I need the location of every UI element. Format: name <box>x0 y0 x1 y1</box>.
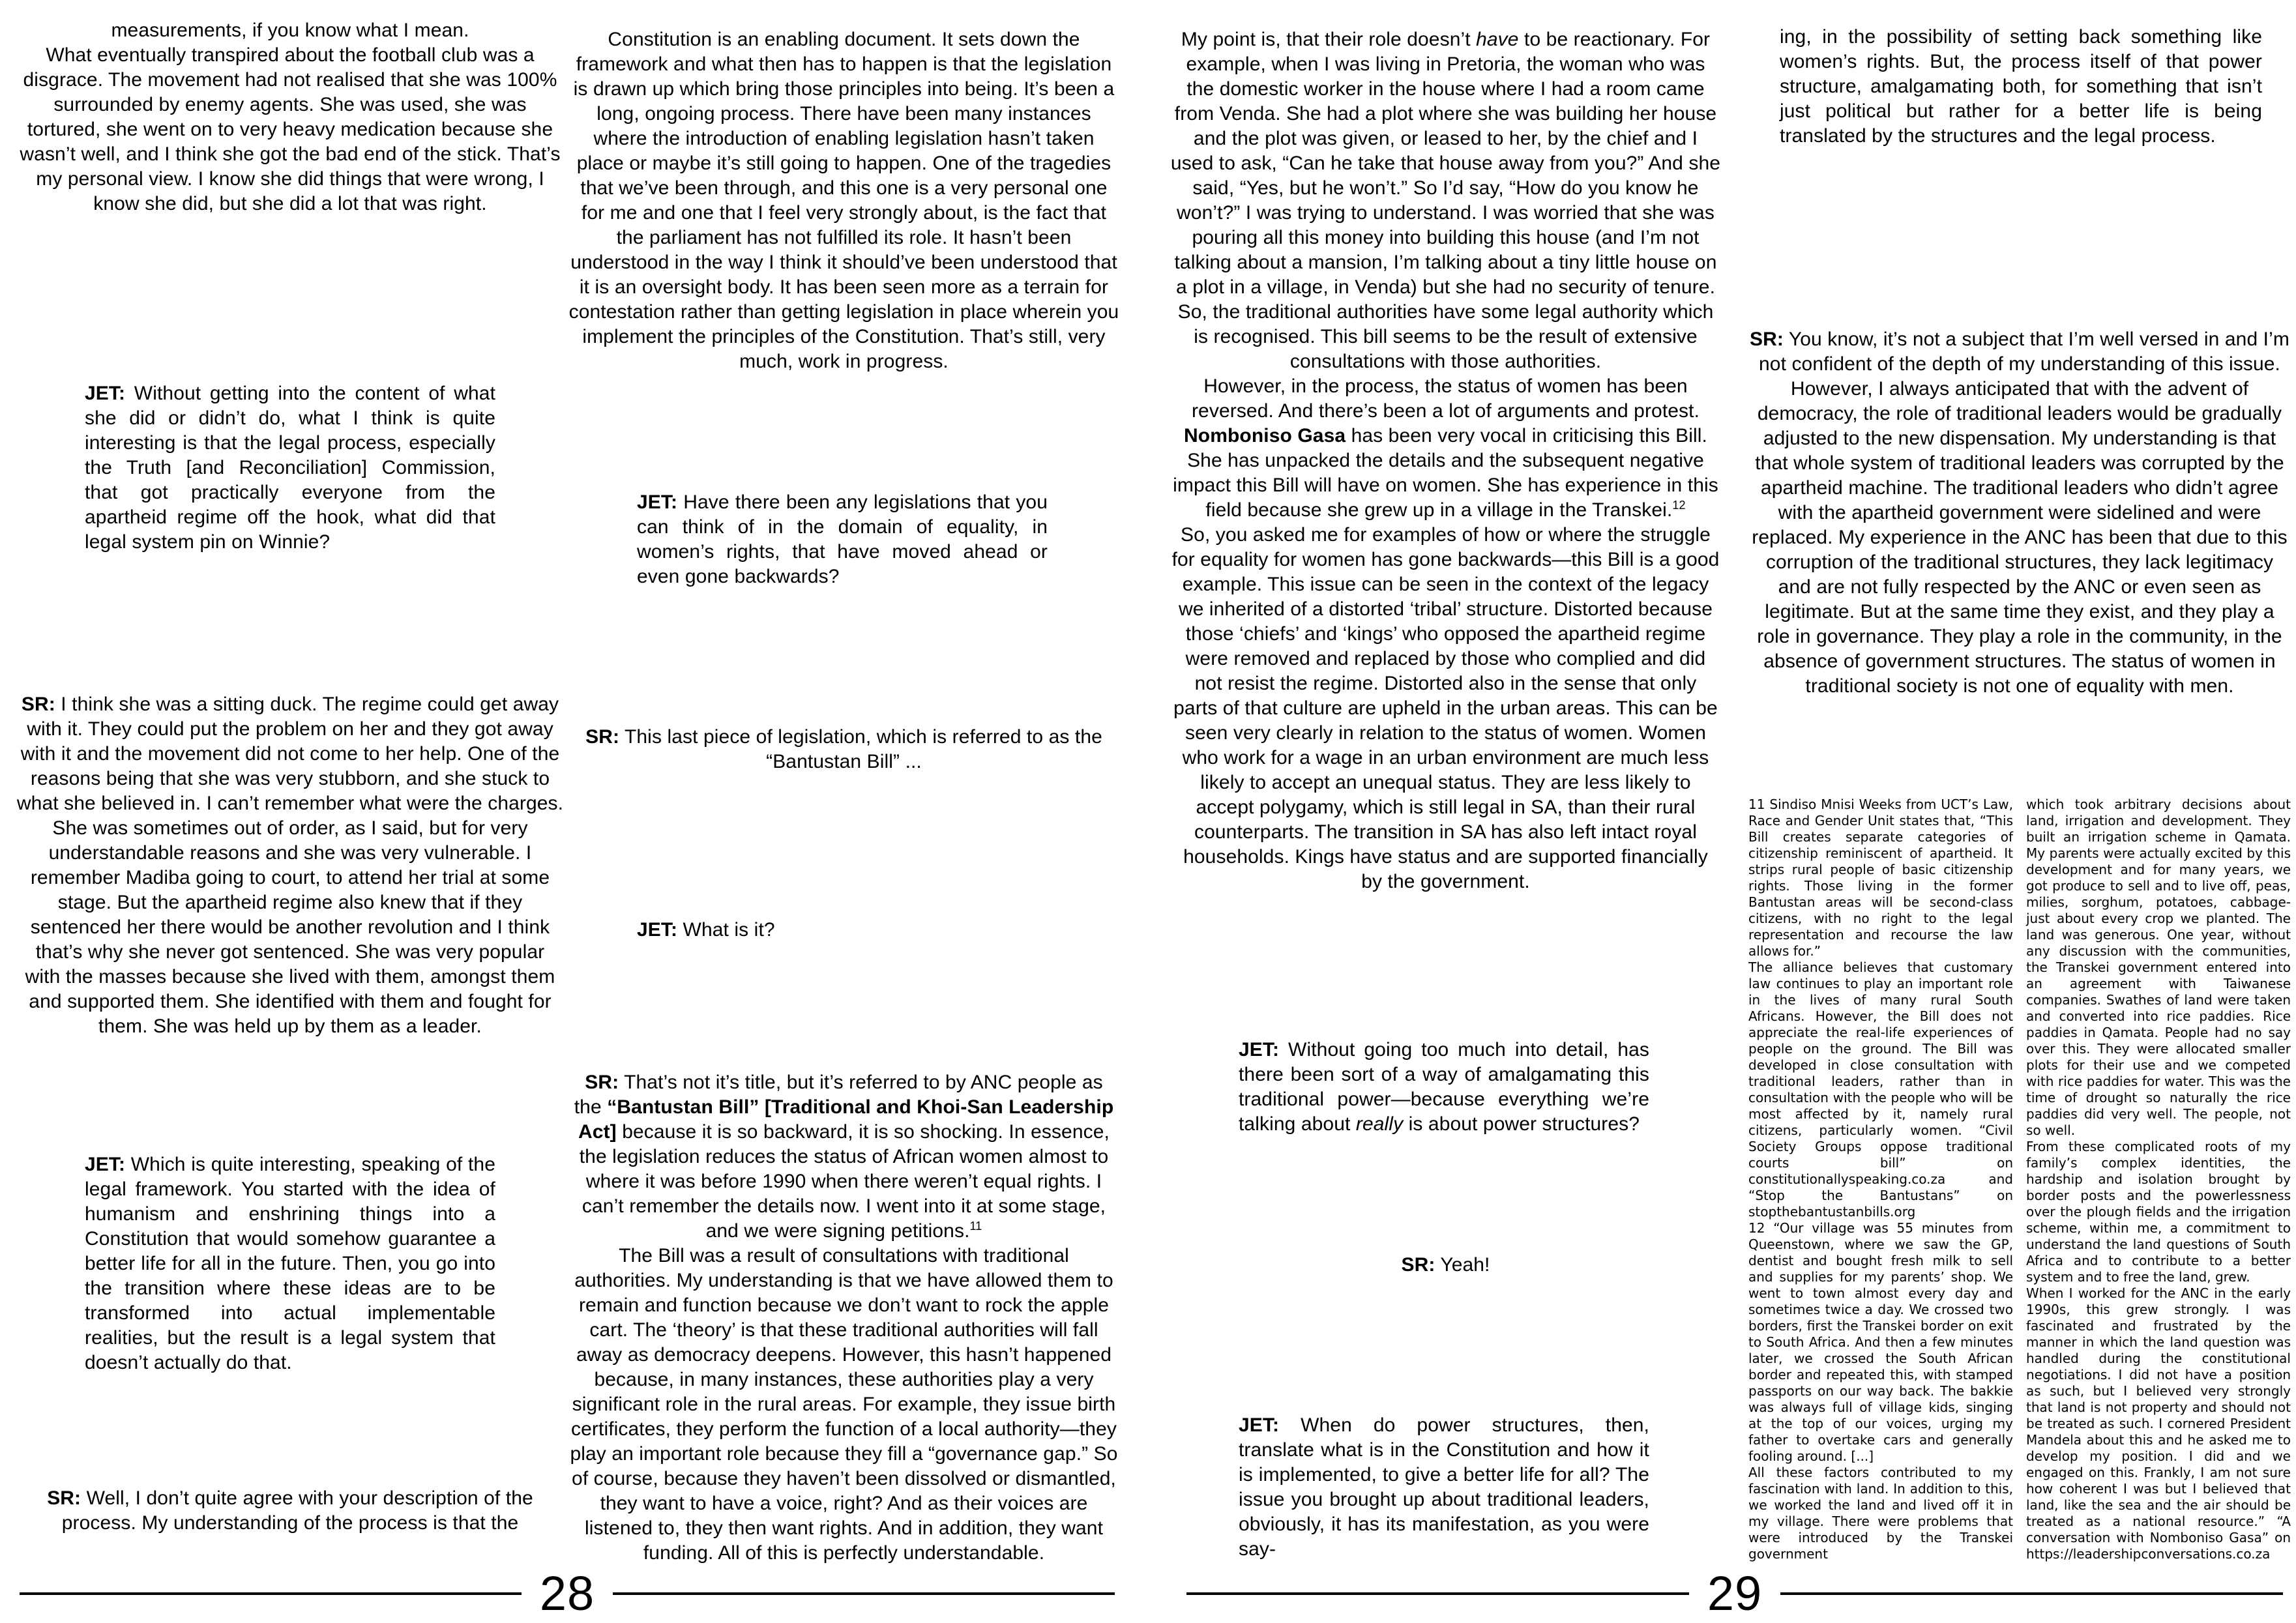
paragraph <box>637 918 1048 943</box>
jet-question-legal-process <box>85 381 495 555</box>
text-run: The Bill was a result of consultations with traditional authorities. My understanding is that we have allowed them to remain and function because we don’t want to rock the apple cart. The ‘theory’ is that these traditional authorities will fall away as democracy deepens. However, this hasn’t happened because, in many instances, these authorities play a very significant role in the rural areas. For example, they issue birth certificates, they perform the function of a local authority—they play an important role because they fill a “governance gap.” So of course, because they haven’t been dissolved or dismantled, they want to have a voice, right? And as their voices are listened to, they then want rights. And in addition, they want funding. All of this is perfectly understandable. <box>570 1245 1118 1564</box>
text-run: which took arbitrary decisions about land, irrigation and development. They built an irrigation scheme in Qamata. My parents were actually excited by this development and for many years, we got produce to sell and to live off, peas, milies, sorghum, potatoes, cabbage- just about every crop we planted. The land was generous. One year, without any discussion with the communities, the Transkei government entered into an agreement with Taiwanese companies. Swathes of land were taken and converted into rice paddies. Rice paddies in Qamata. People had no say over this. They were allocated smaller plots for their use and we competed with rice paddies for water. This was the time of drought so naturally the rice paddies did very well. The people, not so well. <box>2026 797 2291 1138</box>
paragraph <box>568 1244 1119 1566</box>
bold-text: “Bantustan Bill” [Traditional and Khoi-San Leadership Act] <box>578 1096 1114 1143</box>
page29-column-1 <box>1170 0 1721 1623</box>
footnote-marker: 12 <box>1672 499 1686 512</box>
text-run: You know, it’s not a subject that I’m well versed in and I’m not confident of the depth of my understanding of this issue. However, I always anticipated that with the advent of democracy, the role of traditional leaders would be gradually adjusted to the new dispensation. My understanding is that that whole system of traditional leaders was corrupted by the apartheid machine. The traditional leaders who didn’t agree with the apartheid government were sidelined and were replaced. My experience in the ANC has been that due to this corruption of the traditional structures, they lack legitimacy and are not fully respected by the ANC or even seen as legitimate. But at the same time they exist, and they play a role in governance. They play a role in the community, in the absence of government structures. The status of women in traditional society is not one of equality with men. <box>1752 329 2289 697</box>
paragraph <box>16 1486 564 1536</box>
text-run: However, in the process, the status of women has been reversed. And there’s been a lot of arguments and protest. <box>1191 375 1700 422</box>
text-run: What eventually transpired about the football club was a disgrace. The movement had not realised that she was 100% surrounded by enemy agents. She was used, she was tortured, she went on to very heavy medication because she wasn’t well, and I think she got the bad end of the stick. That’s my personal view. I know she did things that were wrong, I know she did, but she did a lot that was right. <box>20 44 561 214</box>
sr-continuation-paragraph <box>16 18 564 216</box>
jet-question-legislations <box>637 490 1048 589</box>
footnote-12-part2 <box>1748 1465 2013 1562</box>
bold-text: JET: <box>1239 1039 1280 1060</box>
bold-text: SR: <box>1401 1254 1435 1276</box>
page-number-29: 29 <box>1707 1566 1763 1620</box>
footnotes-section <box>1748 797 2291 1569</box>
text-run: My point is, that their role doesn’t <box>1181 29 1477 50</box>
bold-text: JET: <box>637 491 678 513</box>
footer-rule-right <box>613 1592 1115 1595</box>
paragraph <box>16 692 564 1039</box>
footer-rule-left <box>1186 1592 1689 1595</box>
text-run: What is it? <box>677 919 775 941</box>
footnote-column-a <box>1748 797 2013 1569</box>
page28-column-2 <box>568 0 1119 1623</box>
text-run: Have there been any legislations that you can think of in the domain of equality, in women’s rights, that have moved ahead or even gone backwards? <box>637 491 1048 587</box>
jet-question-amalgamating <box>1239 1038 1649 1137</box>
text-run: 11 Sindiso Mnisi Weeks from UCT’s Law, Race and Gender Unit states that, “This Bill creates separate categories of citizenship reminiscent of apartheid. It strips rural people of basic citizenship rights. Those living in the former Bantustan areas will be second-class citizens, with no right to the legal representation and recourse the law allows for.” <box>1748 797 2013 959</box>
bold-text: Nomboniso Gasa <box>1184 425 1346 446</box>
paragraph <box>568 1070 1119 1244</box>
sr-answer-bantustan-bill <box>568 1070 1119 1566</box>
paragraph <box>85 1152 495 1375</box>
italic-text: have <box>1476 29 1519 50</box>
text-run: measurements, if you know what I mean. <box>111 20 469 41</box>
footer-rule-right <box>1780 1592 2283 1595</box>
paragraph <box>85 381 495 555</box>
sr-answer-yeah <box>1170 1253 1721 1278</box>
paragraph <box>1239 1038 1649 1137</box>
bold-text: JET: <box>637 919 678 941</box>
text-run: From these complicated roots of my family’s complex identities, the hardship and isolation brought by border posts and the powerlessness over the plough fields and the irrigation scheme, within me, a commitment to understand the land questions of South Africa and to contribute to a better system and to free the land, grew. <box>2026 1139 2291 1285</box>
bold-text: JET: <box>85 1154 126 1175</box>
italic-text: really <box>1355 1113 1404 1135</box>
text-run: When do power structures, then, translate what is in the Constitution and how it is implemented, to give a better life for all? The issue you brought up about traditional leaders, obviously, it has its manifestation, as you were say- <box>1239 1414 1649 1560</box>
text-run: 12 “Our village was 55 minutes from Queenstown, where we saw the GP, dentist and bought fresh milk to sell and supplies for my parents’ shop. We went to town almost every day and sometimes twice a day. We crossed two borders, first the Transkei border on exit to South Africa. And then a few minutes later, we crossed the South African border and repeated this, with stamped passports on our way back. The bakkie was always full of village kids, singing at the top of our voices, urging my father to overtake cars and generally fooling around. [...] <box>1748 1220 2013 1464</box>
sr-answer-last-piece <box>568 725 1119 774</box>
text-run: is about power structures? <box>1403 1113 1640 1135</box>
footnote-11-part2 <box>1748 959 2013 1220</box>
text-run: The alliance believes that customary law continues to play an important role in the lives of many rural South Africans. However, the Bill does not appreciate the real-life experiences of people on the ground. The Bill was developed in close consultation with traditional leaders, rather than in consultation with the people who will be most affected by it, namely rural citizens, particularly women. “Civil Society Groups oppose traditional courts bill” on constitutionallyspeaking.co.za and “Stop the Bantustans” on stopthebantustanbills.org <box>1748 959 2013 1220</box>
sr-answer-process-start <box>16 1486 564 1536</box>
paragraph <box>568 27 1119 374</box>
jet-question-continuation <box>1780 25 2262 149</box>
paragraph <box>1170 523 1721 894</box>
jet-question-legal-framework <box>85 1152 495 1375</box>
text-run: Which is quite interesting, speaking of the legal framework. You started with the idea of humanism and enshrining things into a Constitution that would somehow guarantee a better life for all in the future. Then, you go into the transition where these ideas are to be transformed into actual implementable realities, but the result is a legal system that doesn’t actually do that. <box>85 1154 495 1373</box>
footnote-12-part3 <box>2026 797 2291 1139</box>
bold-text: SR: <box>585 726 620 748</box>
sr-answer-sitting-duck <box>16 692 564 1039</box>
footer-rule-left <box>20 1592 522 1595</box>
text-run: So, you asked me for examples of how or where the struggle for equality for women has gone backwards—this Bill is a good example. This issue can be seen in the context of the legacy we inherited of a distorted ‘tribal’ structure. Distorted because those ‘chiefs’ and ‘kings’ who opposed the apartheid regime were removed and replaced by those who complied and did not resist the regime. Distorted also in the sense that only parts of that culture are upheld in the urban areas. This can be seen very clearly in relation to the status of women. Women who work for a wage in an urban environment are much less likely to accept an unequal status. They are less likely to accept polygamy, which is still legal in SA, than their rural counterparts. The transition in SA has also left intact royal households. Kings have status and are supported financially by the government. <box>1171 524 1720 892</box>
paragraph <box>1170 1253 1721 1278</box>
paragraph <box>1748 327 2291 699</box>
page-number-28: 28 <box>539 1566 595 1620</box>
paragraph <box>637 490 1048 589</box>
text-run: That’s not it’s title, but it’s referred to by ANC people as the <box>574 1072 1103 1118</box>
text-run: to be reactionary. For example, when I was living in Pretoria, the woman who was the domestic worker in the house where I had a room came from Venda. She had a plot where she was building her house and the plot was given, or leased to her, by the chief and I used to ask, “Can he take that house away from you?” And she said, “Yes, but he won’t.” So I’d say, “How do you know he won’t?” I was trying to understand. I was worried that she was pouring all this money into building this house (and I’m not talking about a mansion, I’m talking about a tiny little house on a plot in a village, in Venda) but she had no security of tenure. So, the traditional authorities have some legal authority which is recognised. This bill seems to be the result of extensive consultations with those authorities. <box>1170 29 1721 372</box>
footnote-12-part5 <box>2026 1285 2291 1562</box>
text-run: Without getting into the content of what she did or didn’t do, what I think is quite interesting is that the legal process, especially the Truth [and Reconciliation] Commission, that got practically everyone from the apartheid regime off the hook, what did that legal system pin on Winnie? <box>85 383 495 553</box>
page28-column-1 <box>16 0 564 1623</box>
bold-text: SR: <box>1750 329 1784 350</box>
bold-text: JET: <box>1239 1414 1280 1436</box>
paragraph <box>1170 374 1721 523</box>
footnote-12-part4 <box>2026 1139 2291 1285</box>
text-run: Well, I don’t quite agree with your description of the process. My understanding of the process is that the <box>61 1487 533 1534</box>
text-run: has been very vocal in criticising this Bill. She has unpacked the details and the subsequent negative impact this Bill will have on women. She has experience in this field because she grew up in a village in the Transkei. <box>1173 425 1718 521</box>
page29-column-2 <box>1748 0 2291 1623</box>
bold-text: SR: <box>47 1487 81 1509</box>
text-run: Yeah! <box>1435 1254 1490 1276</box>
footnote-column-b <box>2026 797 2291 1569</box>
bold-text: SR: <box>21 694 55 715</box>
page28-footer <box>20 1566 1115 1620</box>
bold-text: SR: <box>585 1072 619 1093</box>
text-run: ing, in the possibility of setting back something like women’s rights. But, the process itself of that power structure, amalgamating both, for something that isn’t just political but rather for a better life is being translated by the structures and the legal process. <box>1780 26 2262 147</box>
paragraph <box>1239 1413 1649 1562</box>
page29-footer <box>1186 1566 2283 1620</box>
text-run: Constitution is an enabling document. It sets down the framework and what then has to happen is that the legislation is drawn up which bring those principles into being. It’s been a long, ongoing process. There have been many instances where the introduction of enabling legislation hasn’t taken place or maybe it’s still going to happen. One of the tragedies that we’ve been through, and this one is a very personal one for me and one that I feel very strongly about, is the fact that the parliament has not fulfilled its role. It hasn’t been understood in the way I think it should’ve been understood that it is an oversight body. It has been seen more as a terrain for contestation rather than getting legislation in place wherein you implement the principles of the Constitution. That’s still, very much, work in progress. <box>568 29 1119 372</box>
jet-question-power-structures <box>1239 1413 1649 1562</box>
bold-text: JET: <box>85 383 126 404</box>
text-run: because it is so backward, it is so shocking. In essence, the legislation reduces the status of African women almost to where it was before 1990 when there weren’t equal rights. I can’t remember the details now. I went into it at some stage, and we were signing petitions. <box>579 1121 1110 1242</box>
sr-continuation-constitution <box>568 27 1119 374</box>
footnote-marker: 11 <box>969 1220 982 1233</box>
paragraph <box>1780 25 2262 149</box>
paragraph <box>16 43 564 216</box>
footnote-11-part1 <box>1748 797 2013 959</box>
paragraph <box>1170 27 1721 374</box>
text-run: Without going too much into detail, has there been sort of a way of amalgamating this traditional power—because everything we’re talking about <box>1239 1039 1649 1135</box>
jet-question-what-is-it <box>637 918 1048 943</box>
text-run: When I worked for the ANC in the early 1990s, this grew strongly. I was fascinated and frustrated by the manner in which the land question was handled during the constitutional negotiations. I did not have a position as such, but I believed very strongly that land is not property and should not be treated as such. I cornered President Mandela about this and he asked me to develop my position. I did and we engaged on this. Frankly, I am not sure how coherent I was but I believed that land, like the sea and the air should be treated as a national resource.” “A conversation with Nomboniso Gasa” on https://leadershipconversations.co.za <box>2026 1285 2291 1562</box>
footnote-12-part1 <box>1748 1220 2013 1465</box>
text-run: I think she was a sitting duck. The regime could get away with it. They could put the problem on her and they got away with it and the movement did not come to her help. One of the reasons being that she was very stubborn, and she stuck to what she believed in. I can’t remember what were the charges. She was sometimes out of order, as I said, but for very understandable reasons and she was very vulnerable. I remember Madiba going to court, to attend her trial at some stage. But the apartheid regime also knew that if they sentenced her there would be another revolution and I think that’s why she never got sentenced. She was very popular with the masses because she lived with them, amongst them and supported them. She identified with them and fought for them. She was held up by them as a leader. <box>16 694 564 1037</box>
sr-answer-traditional-role <box>1170 27 1721 894</box>
sr-answer-not-well-versed <box>1748 327 2291 699</box>
paragraph <box>16 18 564 43</box>
text-run: All these factors contributed to my fascination with land. In addition to this, we worked the land and lived off it in my village. There were problems that were introduced by the Transkei government <box>1748 1465 2013 1562</box>
paragraph <box>568 725 1119 774</box>
text-run: This last piece of legislation, which is referred to as the “Bantustan Bill” ... <box>619 726 1102 772</box>
